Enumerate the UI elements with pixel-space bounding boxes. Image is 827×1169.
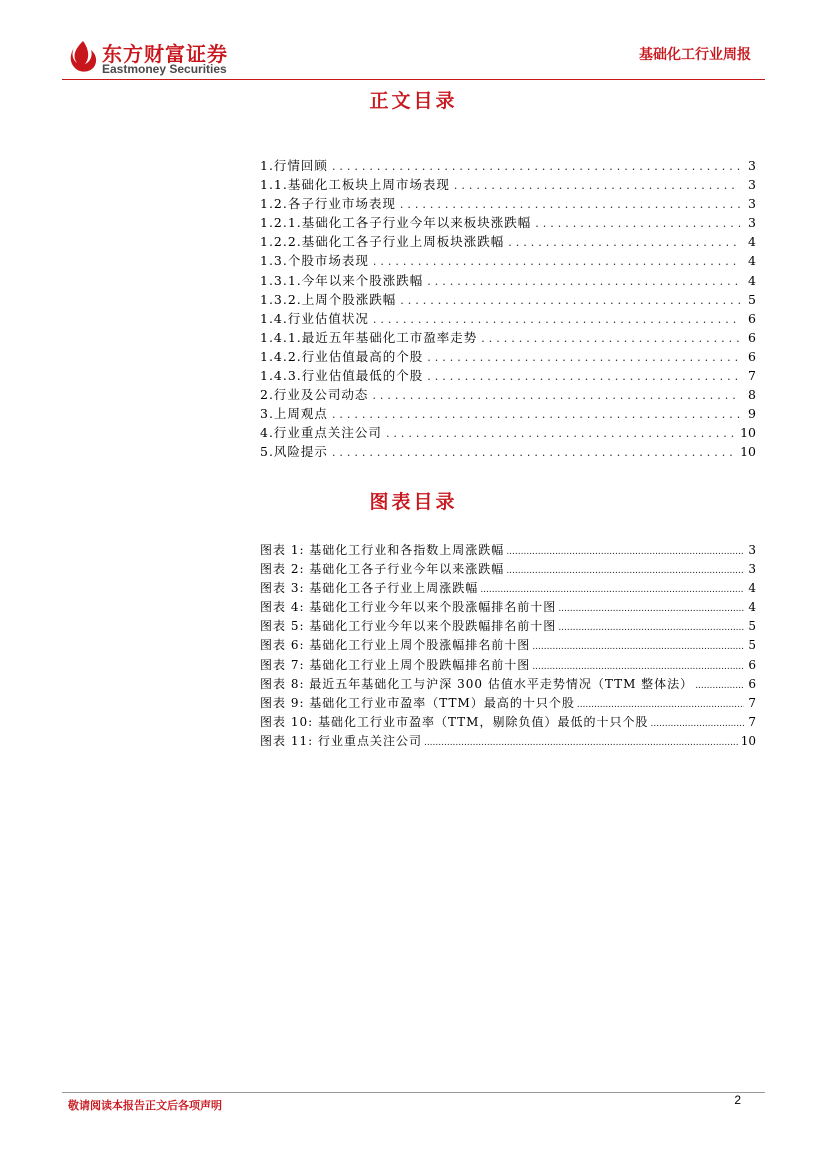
figure-entry[interactable] [260,636,756,655]
dot-leader [373,255,740,268]
dot-leader [695,681,744,691]
toc-entry-page: 10 [740,425,756,441]
dot-leader [373,313,740,326]
dot-leader [577,700,744,710]
toc-entry-title: 1.3.个股市场表现 [260,253,369,269]
figure-list-title: 图表目录 [369,491,458,513]
dot-leader [532,642,744,652]
toc-entry-title: 5.风险提示 [260,444,328,460]
dot-leader [535,217,740,230]
figure-entry[interactable] [260,713,756,732]
dot-leader [424,738,739,748]
figure-entry-page: 7 [748,695,756,710]
report-type-label: 基础化工行业周报 [639,47,751,63]
figure-entry[interactable] [260,656,756,675]
toc-entry-title: 1.4.1.最近五年基础化工市盈率走势 [260,329,478,345]
dot-leader [480,585,744,595]
toc-entry-title: 1.3.1.今年以来个股涨跌幅 [260,272,424,288]
header-divider [62,79,765,80]
figure-entry[interactable] [260,694,756,713]
toc-entry[interactable] [260,194,756,213]
figure-entry-title: 图表 9: 基础化工行业市盈率（TTM）最高的十只个股 [260,695,575,710]
figure-entry[interactable] [260,617,756,636]
dot-leader [400,198,740,211]
figure-entry[interactable] [260,541,756,560]
toc-entry-page: 3 [748,196,756,212]
figure-entry-title: 图表 4: 基础化工行业今年以来个股涨幅排名前十图 [260,600,557,615]
toc-entry-page: 6 [748,348,756,364]
figure-list [260,541,756,751]
toc-entry[interactable] [260,175,756,194]
toc-list [260,156,756,462]
toc-entry[interactable] [260,385,756,404]
dot-leader [532,662,744,672]
figure-entry-page: 6 [748,657,756,672]
figure-entry-title: 图表 5: 基础化工行业今年以来个股跌幅排名前十图 [260,619,557,634]
toc-entry-page: 8 [748,387,756,403]
toc-entry[interactable] [260,347,756,366]
dot-leader [454,179,740,192]
toc-entry[interactable] [260,404,756,423]
company-logo [68,38,238,78]
toc-entry-title: 1.1.基础化工板块上周市场表现 [260,177,450,193]
dot-leader [332,160,740,173]
toc-entry-page: 7 [748,368,756,384]
toc-entry-page: 3 [748,215,756,231]
dot-leader [372,389,740,402]
figure-entry-page: 7 [748,714,756,729]
toc-entry[interactable] [260,442,756,461]
figure-entry[interactable] [260,560,756,579]
figure-entry[interactable] [260,675,756,694]
figure-entry[interactable] [260,598,756,617]
toc-title: 正文目录 [369,90,458,112]
footer-divider [62,1092,765,1093]
figure-entry-page: 4 [748,600,756,615]
dot-leader [650,719,744,729]
figure-entry-title: 图表 7: 基础化工行业上周个股跌幅排名前十图 [260,657,531,672]
toc-entry[interactable] [260,232,756,251]
dot-leader [332,408,740,421]
toc-entry-title: 1.行情回顾 [260,158,328,173]
dot-leader [506,566,744,576]
toc-entry-page: 4 [748,253,756,269]
dot-leader [400,294,740,307]
toc-entry-title: 1.4.3.行业估值最低的个股 [260,368,424,384]
figure-entry-title: 图表 1: 基础化工行业和各指数上周涨跌幅 [260,543,505,557]
figure-entry-page: 6 [748,676,756,691]
figure-entry-title: 图表 3: 基础化工各子行业上周涨跌幅 [260,581,479,596]
dot-leader [427,275,740,288]
dot-leader [506,547,744,557]
dot-leader [508,236,740,249]
figure-entry-title: 图表 6: 基础化工行业上周个股涨幅排名前十图 [260,638,531,653]
toc-entry-title: 1.2.1.基础化工各子行业今年以来板块涨跌幅 [260,215,532,231]
toc-entry-page: 6 [748,310,756,326]
eastmoney-logo-icon [68,40,98,74]
page-number: 2 [734,1093,741,1107]
figure-entry-page: 4 [748,581,756,596]
toc-entry[interactable] [260,328,756,347]
dot-leader [427,351,740,364]
toc-entry[interactable] [260,251,756,270]
toc-entry[interactable] [260,366,756,385]
figure-entry-title: 图表 11: 行业重点关注公司 [260,733,422,748]
figure-entry-title: 图表 2: 基础化工各子行业今年以来涨跌幅 [260,562,505,577]
toc-entry[interactable] [260,271,756,290]
toc-entry[interactable] [260,156,756,175]
toc-entry-title: 3.上周观点 [260,406,328,422]
figure-entry-title: 图表 10: 基础化工行业市盈率（TTM，剔除负值）最低的十只个股 [260,714,649,729]
toc-entry-page: 4 [748,234,756,250]
dot-leader [332,446,736,459]
logo-chinese-name: 东方财富证券 [102,42,228,66]
footer-disclaimer: 敬请阅读本报告正文后各项声明 [68,1099,222,1112]
toc-entry-title: 1.2.2.基础化工各子行业上周板块涨跌幅 [260,234,505,250]
toc-entry[interactable] [260,309,756,328]
figure-entry-page: 3 [748,543,756,557]
toc-entry-page: 10 [740,444,756,460]
toc-entry-page: 5 [748,291,756,307]
toc-entry-page: 9 [748,406,756,422]
dot-leader [386,427,736,440]
figure-entry[interactable] [260,732,756,751]
toc-entry-title: 2.行业及公司动态 [260,387,369,403]
toc-entry-title: 1.3.2.上周个股涨跌幅 [260,291,397,307]
toc-entry-title: 1.4.2.行业估值最高的个股 [260,348,424,364]
figure-entry[interactable] [260,579,756,598]
toc-entry[interactable] [260,213,756,232]
figure-entry-page: 3 [748,562,756,577]
toc-entry-page: 4 [748,272,756,288]
dot-leader [558,623,744,633]
toc-entry-title: 1.4.行业估值状况 [260,310,369,326]
toc-entry[interactable] [260,290,756,309]
toc-entry-title: 4.行业重点关注公司 [260,425,382,441]
figure-entry-title: 图表 8: 最近五年基础化工与沪深 300 估值水平走势情况（TTM 整体法） [260,676,694,691]
figure-entry-page: 5 [748,619,756,634]
dot-leader [481,332,740,345]
toc-entry-page: 3 [748,177,756,193]
figure-entry-page: 5 [748,638,756,653]
logo-english-name: Eastmoney Securities [102,62,227,76]
toc-entry-page: 6 [748,329,756,345]
figure-entry-page: 10 [740,733,756,748]
dot-leader [558,604,744,614]
toc-entry-page: 3 [748,158,756,173]
dot-leader [427,370,740,383]
toc-entry-title: 1.2.各子行业市场表现 [260,196,396,212]
toc-entry[interactable] [260,423,756,442]
